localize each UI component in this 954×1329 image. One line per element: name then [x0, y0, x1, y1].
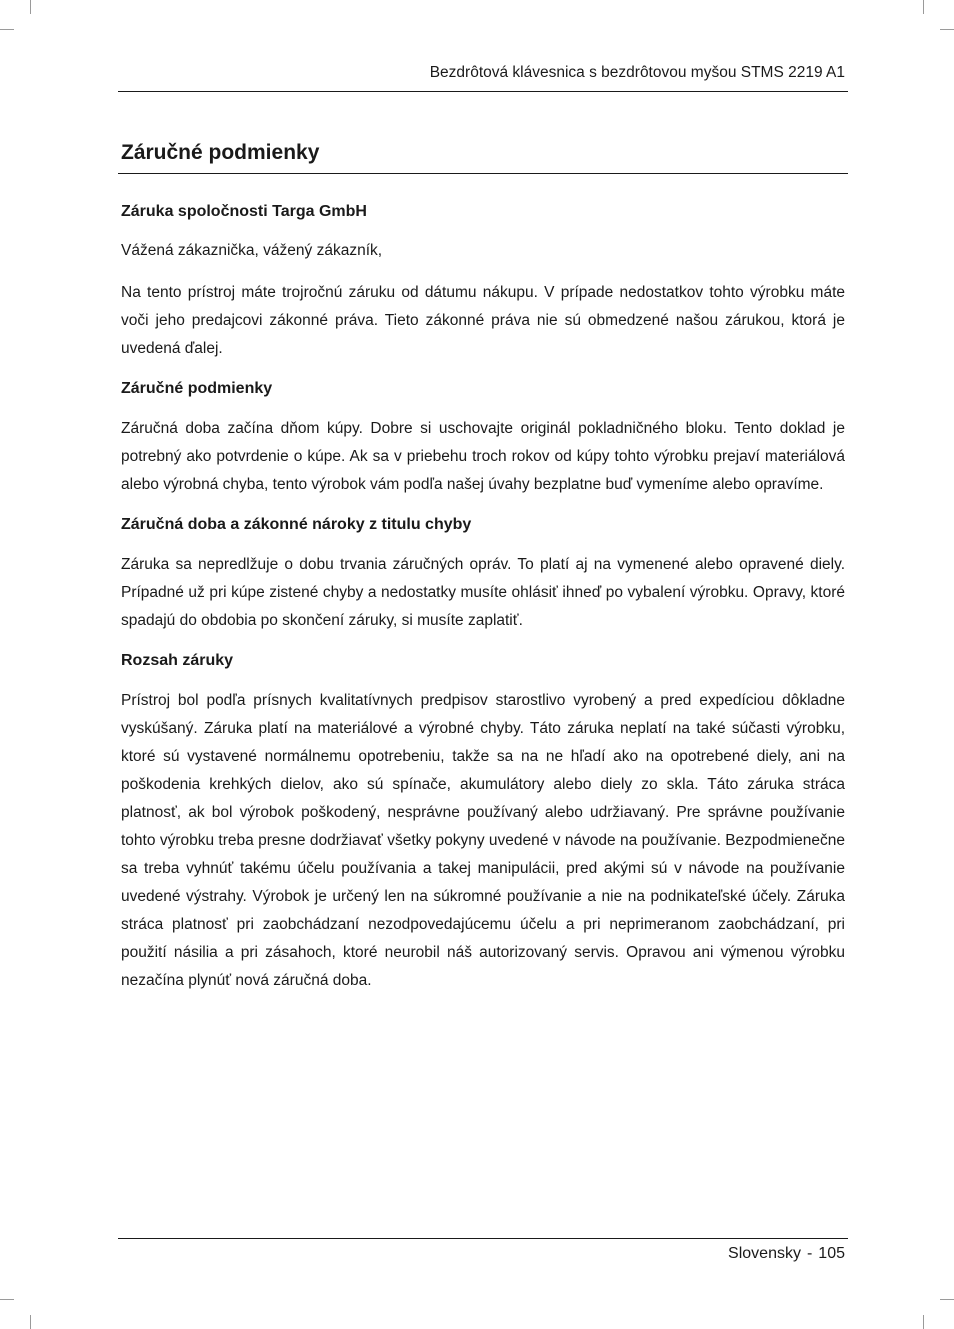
crop-mark	[940, 29, 954, 30]
page-footer	[118, 1242, 845, 1266]
section-heading-warranty-period: Záručná doba a zákonné nároky z titulu chyby	[121, 516, 472, 533]
footer-rule	[118, 1238, 848, 1239]
crop-mark	[923, 0, 924, 14]
crop-mark	[0, 1299, 14, 1300]
section-heading-targa-warranty: Záruka spoločnosti Targa GmbH	[121, 203, 367, 220]
running-header: Bezdrôtová klávesnica s bezdrôtovou myšou STMS 2219 A1	[429, 64, 845, 81]
page-title: Záručné podmienky	[121, 141, 320, 164]
footer-language: Slovensky	[728, 1245, 801, 1262]
section-heading-warranty-scope: Rozsah záruky	[121, 652, 234, 669]
warranty-conditions-paragraph: Záručná doba začína dňom kúpy. Dobre si uschovajte originál pokladničného bloku. Tento doklad je potrebný ako potvrdenie o kúpe. Ak sa v priebehu troch rokov od kúpy tohto výrobku prejaví materiálová alebo výrobná chyba, tento výrobok vám podľa našej úvahy bezplatne buď vymeníme alebo opravíme.	[121, 420, 845, 493]
warranty-period-paragraph: Záruka sa nepredlžuje o dobu trvania záručných opráv. To platí aj na vymenené alebo opravené diely. Prípadné už pri kúpe zistené chyby a nedostatky musíte ohlásiť ihneď po vybalení výrobku. Opravy, ktoré spadajú do obdobia po skončení záruky, si musíte zaplatiť.	[121, 556, 845, 629]
crop-mark	[30, 0, 31, 14]
document-body	[121, 200, 845, 995]
header-rule	[118, 91, 848, 92]
crop-mark	[30, 1315, 31, 1329]
page-number: 105	[818, 1245, 845, 1262]
warranty-scope-paragraph: Prístroj bol podľa prísnych kvalitatívnych predpisov starostlivo vyrobený a pred expedíciou dôkladne vyskúšaný. Záruka platí na materiálové a výrobné chyby. Táto záruka neplatí na také súčasti výrobku, ktoré sú vystavené normálnemu opotrebeniu, takže sa na ne hľadí ako na opotrebené diely, ani na poškodenia krehkých dielov, ako sú spínače, akumulátory alebo diely zo skla. Táto záruka stráca platnosť, ak bol výrobok poškodený, nesprávne používaný alebo udržiavaný. Pre správne používanie tohto výrobku treba presne dodržiavať všetky pokyny uvedené v návode na používanie. Bezpodmienečne sa treba vyhnúť takému účelu používania a takej manipulácii, pred akými sú v návode na používanie uvedené výstrahy. Výrobok je určený len na súkromné používanie a nie na podnikateľské účely. Záruka stráca platnosť pri zaobchádzaní nezodpovedajúcemu účelu a pri neprimeranom zaobchádzaní, pri použití násilia a pri zásahoch, ktoré neurobil náš autorizovaný servis. Opravou ani výmenou výrobku nezačína plynúť nová záručná doba.	[121, 692, 845, 989]
section-heading-warranty-conditions: Záručné podmienky	[121, 380, 273, 397]
crop-mark	[0, 29, 14, 30]
title-rule	[118, 173, 848, 174]
footer-separator: -	[806, 1245, 813, 1262]
crop-mark	[923, 1315, 924, 1329]
salutation: Vážená zákaznička, vážený zákazník,	[121, 242, 383, 259]
intro-paragraph: Na tento prístroj máte trojročnú záruku od dátumu nákupu. V prípade nedostatkov tohto výrobku máte voči jeho predajcovi zákonné práva. Tieto zákonné práva nie sú obmedzené našou zárukou, ktorá je uvedená ďalej.	[121, 284, 845, 357]
crop-mark	[940, 1299, 954, 1300]
